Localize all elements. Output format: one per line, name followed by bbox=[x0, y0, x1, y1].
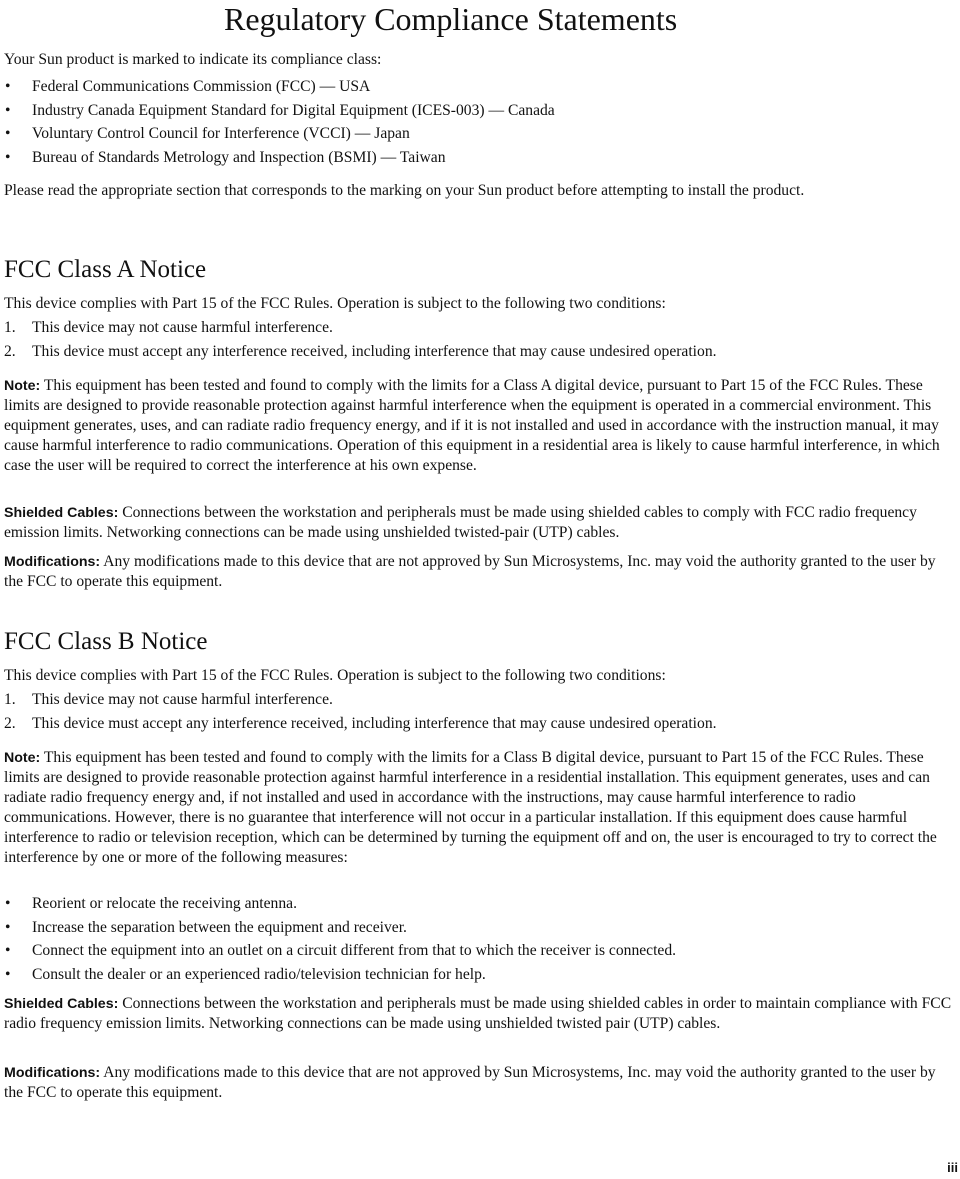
class-a-shielded-cables bbox=[4, 503, 956, 543]
list-item: 2. This device must accept any interference received, including interference that may cause undesired operation. bbox=[4, 343, 717, 360]
compliance-class-list bbox=[4, 77, 555, 171]
class-a-heading: FCC Class A Notice bbox=[4, 256, 207, 283]
list-item: • Connect the equipment into an outlet on a circuit different from that to which the receiver is connected. bbox=[5, 942, 677, 959]
list-item: 2. This device must accept any interference received, including interference that may cause undesired operation. bbox=[4, 715, 717, 732]
bullet-icon: • bbox=[5, 965, 11, 983]
bullet-icon: • bbox=[5, 101, 11, 119]
list-item: 1. This device may not cause harmful interference. bbox=[4, 691, 333, 708]
class-a-statement: This device complies with Part 15 of the FCC Rules. Operation is subject to the following two conditions: bbox=[4, 295, 666, 312]
class-b-conditions bbox=[4, 690, 956, 734]
list-item: • Reorient or relocate the receiving antenna. bbox=[5, 895, 297, 912]
modifications-text: Any modifications made to this device that are not approved by Sun Microsystems, Inc. may void the authority granted to the user by the FCC to operate this equipment. bbox=[4, 1064, 936, 1101]
class-b-heading: FCC Class B Notice bbox=[4, 628, 208, 655]
list-item: 1. This device may not cause harmful interference. bbox=[4, 319, 333, 336]
class-b-section bbox=[4, 627, 956, 738]
class-a-section bbox=[4, 255, 956, 366]
modifications-label: Modifications: bbox=[4, 1065, 101, 1081]
shielded-cables-label: Shielded Cables: bbox=[4, 996, 119, 1012]
bullet-icon: • bbox=[5, 78, 11, 95]
bullet-icon: • bbox=[5, 148, 11, 166]
list-item: • Federal Communications Commission (FCC) — USA bbox=[5, 78, 371, 95]
class-b-note bbox=[4, 748, 956, 868]
bullet-icon: • bbox=[5, 918, 11, 936]
modifications-text: Any modifications made to this device that are not approved by Sun Microsystems, Inc. may void the authority granted to the user by the FCC to operate this equipment. bbox=[4, 553, 936, 590]
class-b-measures bbox=[4, 894, 956, 988]
intro-text: Your Sun product is marked to indicate its compliance class: bbox=[4, 51, 382, 68]
class-a-conditions bbox=[4, 318, 956, 362]
class-b-modifications bbox=[4, 1063, 956, 1103]
list-item: • Bureau of Standards Metrology and Inspection (BSMI) — Taiwan bbox=[5, 148, 446, 166]
list-item: • Industry Canada Equipment Standard for Digital Equipment (ICES-003) — Canada bbox=[5, 101, 555, 119]
shielded-cables-text: Connections between the workstation and peripherals must be made using shielded cables in order to maintain compliance with FCC radio frequency emission limits. Networking connections can be made using unshielded twisted pair (UTP) cables. bbox=[4, 995, 952, 1032]
note-text: This equipment has been tested and found to comply with the limits for a Class B digital device, pursuant to Part 15 of the FCC Rules. These limits are designed to provide reasonable protection against harmful interference in a residential installation. This equipment generates, uses and can radiate radio frequency energy and, if not installed and used in accordance with the instructions, may cause harmful interference to radio communications. However, there is no guarantee that interference will not occur in a particular installation. If this equipment does cause harmful interference to radio or television reception, which can be determined by turning the equipment off and on, the user is encouraged to try to correct the interference by one or more of the following measures: bbox=[4, 749, 937, 866]
page-number: iii bbox=[947, 1160, 958, 1175]
class-a-note bbox=[4, 376, 956, 476]
note-label: Note: bbox=[4, 750, 41, 766]
class-a-modifications bbox=[4, 552, 956, 592]
modifications-label: Modifications: bbox=[4, 554, 101, 570]
bullet-icon: • bbox=[5, 125, 11, 142]
read-notice-block bbox=[4, 181, 956, 201]
read-notice: Please read the appropriate section that corresponds to the marking on your Sun product before attempting to install the product. bbox=[4, 182, 805, 199]
bullet-icon: • bbox=[5, 895, 11, 912]
list-item: • Voluntary Control Council for Interference (VCCI) — Japan bbox=[5, 125, 410, 142]
list-item: • Consult the dealer or an experienced radio/television technician for help. bbox=[5, 965, 486, 983]
page-title: Regulatory Compliance Statements bbox=[224, 1, 678, 37]
shielded-cables-text: Connections between the workstation and peripherals must be made using shielded cables to comply with FCC radio frequency emission limits. Networking connections can be made using unshielded twisted-pair (UTP) cables. bbox=[4, 504, 917, 541]
class-b-statement: This device complies with Part 15 of the FCC Rules. Operation is subject to the following two conditions: bbox=[4, 667, 666, 684]
note-text: This equipment has been tested and found to comply with the limits for a Class A digital device, pursuant to Part 15 of the FCC Rules. These limits are designed to provide reasonable protection against harmful interference when the equipment is operated in a commercial environment. This equipment generates, uses, and can radiate radio frequency energy, and if it is not installed and used in accordance with the instruction manual, it may cause harmful interference to radio communications. Operation of this equipment in a residential area is likely to cause harmful interference, in which case the user will be required to correct the interference at his own expense. bbox=[4, 377, 940, 474]
bullet-icon: • bbox=[5, 942, 11, 959]
list-item: • Increase the separation between the equipment and receiver. bbox=[5, 918, 407, 936]
shielded-cables-label: Shielded Cables: bbox=[4, 505, 119, 521]
note-label: Note: bbox=[4, 378, 41, 394]
class-b-shielded-cables bbox=[4, 994, 956, 1034]
